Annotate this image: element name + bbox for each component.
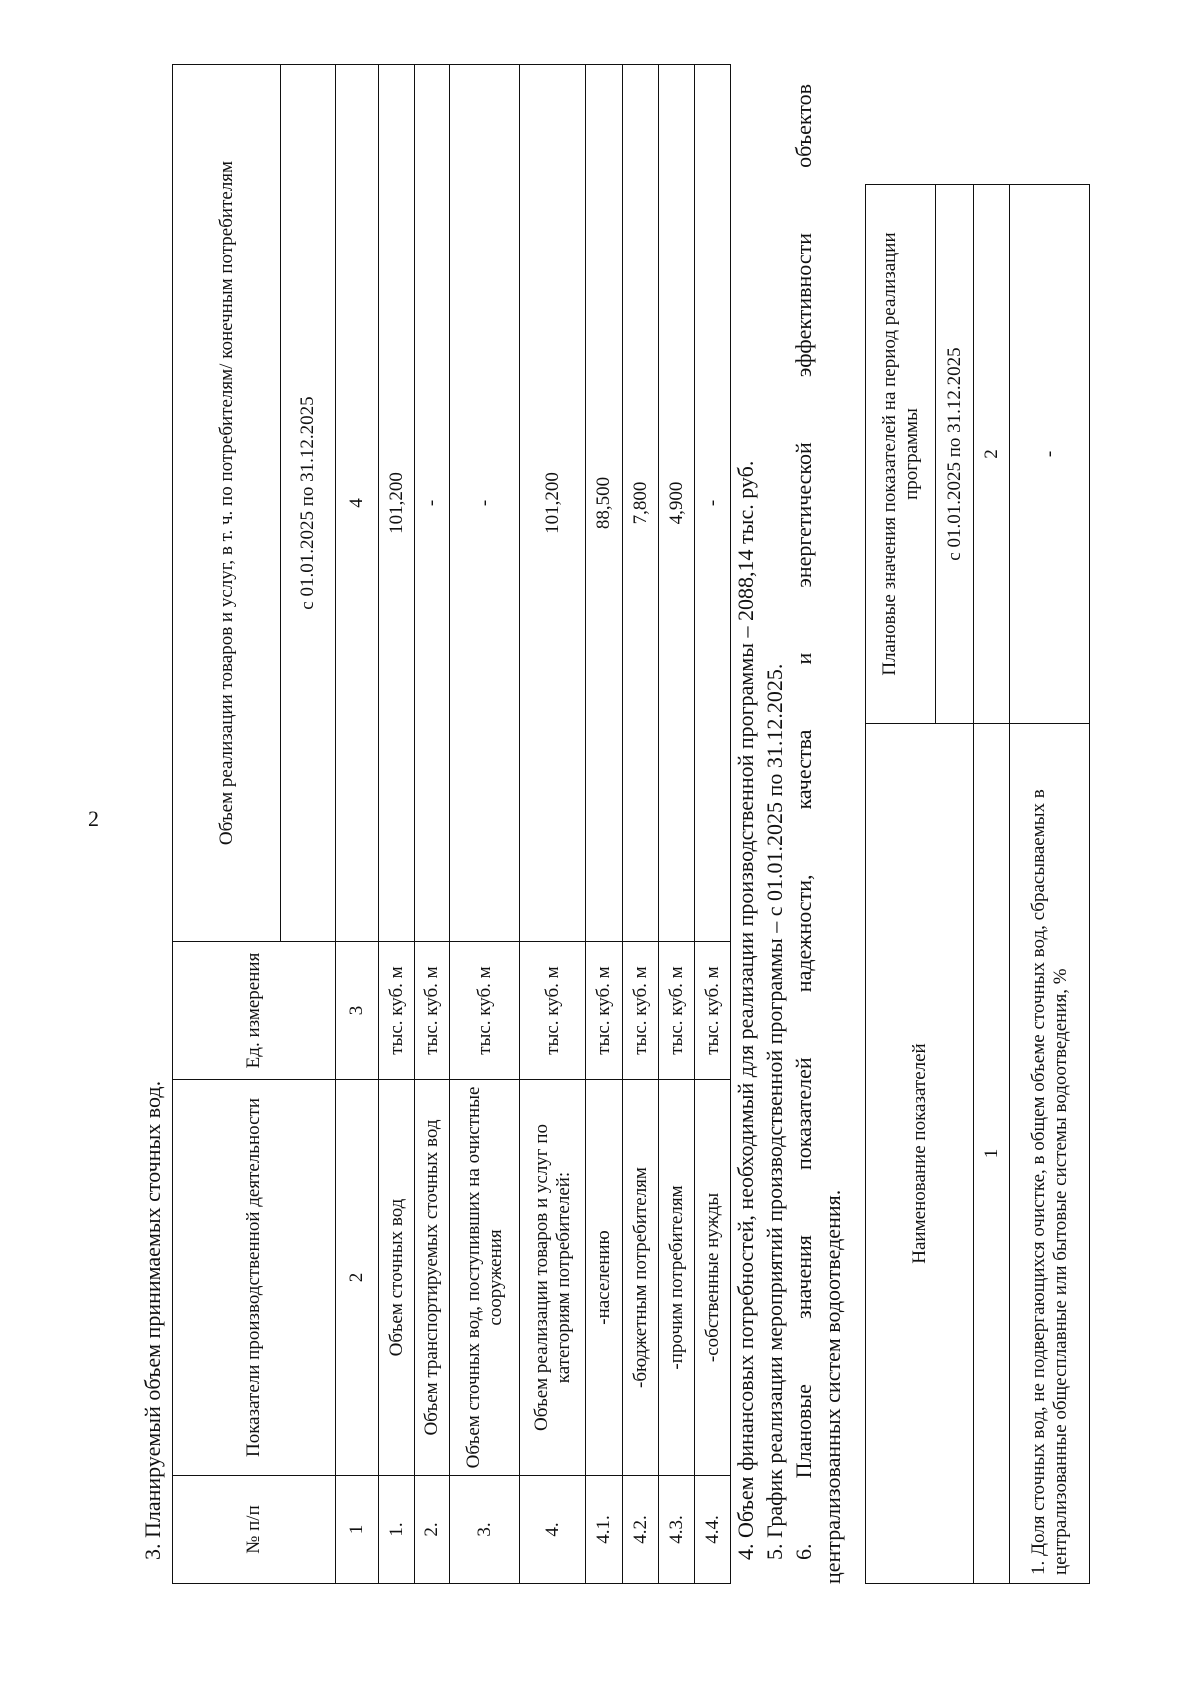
row-num: 3.	[450, 1476, 520, 1584]
col-number: 2	[336, 1080, 379, 1476]
row-name: Объем сточных вод, поступивших на очистные сооружения	[450, 1080, 520, 1476]
table-row	[1010, 185, 1090, 1584]
row-name: -бюджетным потребителям	[623, 1080, 659, 1476]
row-unit: тыс. куб. м	[450, 942, 520, 1080]
table-row	[623, 65, 659, 1584]
header-indicator: Показатели производственной деятельности	[173, 1080, 336, 1476]
header-period: с 01.01.2025 по 31.12.2025	[936, 185, 974, 724]
section-6-text-line2: централизованных систем водоотведения.	[820, 1189, 846, 1584]
header-period: с 01.01.2025 по 31.12.2025	[281, 65, 336, 942]
row-value: 88,500	[586, 65, 623, 942]
header-unit: Ед. измерения	[173, 942, 336, 1080]
row-name: 1. Доля сточных вод, не подвергающихся очистке, в общем объеме сточных вод, сбрасываемых в централизованные общесплавные или бытовые системы водоотведения, %	[1010, 724, 1090, 1584]
table-row	[379, 65, 415, 1584]
row-unit: тыс. куб. м	[415, 942, 450, 1080]
col-number: 4	[336, 65, 379, 942]
row-value: -	[415, 65, 450, 942]
section-4-text: 4. Объем финансовых потребностей, необходимый для реализации производственной программы – 2088,14 тыс. руб.	[733, 460, 758, 1560]
table-row	[520, 65, 586, 1584]
row-value: 101,200	[379, 65, 415, 942]
header-planned-values: Плановые значения показателей на период реализации программы	[866, 185, 936, 724]
wastewater-volume-table	[172, 64, 731, 1584]
row-unit: тыс. куб. м	[695, 942, 731, 1080]
row-num: 4.4.	[695, 1476, 731, 1584]
col-number: 2	[974, 185, 1010, 724]
row-name: -собственные нужды	[695, 1080, 731, 1476]
row-num: 4.2.	[623, 1476, 659, 1584]
indicators-table	[865, 184, 1090, 1584]
row-unit: тыс. куб. м	[623, 942, 659, 1080]
row-num: 4.3.	[659, 1476, 695, 1584]
row-name: Объем сточных вод	[379, 1080, 415, 1476]
table-row	[659, 65, 695, 1584]
col-number: 1	[336, 1476, 379, 1584]
col-number: 1	[974, 724, 1010, 1584]
row-value: -	[695, 65, 731, 942]
row-num: 1.	[379, 1476, 415, 1584]
section-5-text: 5. График реализации мероприятий производственной программы – с 01.01.2025 по 31.12.2025.	[762, 663, 788, 1560]
row-num: 4.1.	[586, 1476, 623, 1584]
row-value: -	[450, 65, 520, 942]
row-num: 4.	[520, 1476, 586, 1584]
section-6-text-line1: 6. Плановые значения показателей надежности, качества и энергетической эффективности объектов	[791, 84, 817, 1560]
row-value: 7,800	[623, 65, 659, 942]
table-row	[586, 65, 623, 1584]
row-name: Объем транспортируемых сточных вод	[415, 1080, 450, 1476]
page-number: 2	[88, 806, 99, 831]
document-body	[140, 84, 1090, 1584]
row-name: Объем реализации товаров и услуг по категориям потребителей:	[520, 1080, 586, 1476]
row-unit: тыс. куб. м	[520, 942, 586, 1080]
row-name: -населению	[586, 1080, 623, 1476]
row-unit: тыс. куб. м	[379, 942, 415, 1080]
row-value: -	[1010, 185, 1090, 724]
section-3-title: 3. Планируемый объем принимаемых сточных вод.	[140, 1080, 165, 1560]
header-volume: Объем реализации товаров и услуг, в т. ч. по потребителям/ конечным потребителям	[173, 65, 281, 942]
row-value: 101,200	[520, 65, 586, 942]
table-row	[450, 65, 520, 1584]
row-name: -прочим потребителям	[659, 1080, 695, 1476]
row-unit: тыс. куб. м	[586, 942, 623, 1080]
row-value: 4,900	[659, 65, 695, 942]
header-indicator-name: Наименование показателей	[866, 724, 974, 1584]
col-number: 3	[336, 942, 379, 1080]
table-row	[415, 65, 450, 1584]
table-row	[695, 65, 731, 1584]
row-unit: тыс. куб. м	[659, 942, 695, 1080]
row-num: 2.	[415, 1476, 450, 1584]
header-num: № п/п	[173, 1476, 336, 1584]
